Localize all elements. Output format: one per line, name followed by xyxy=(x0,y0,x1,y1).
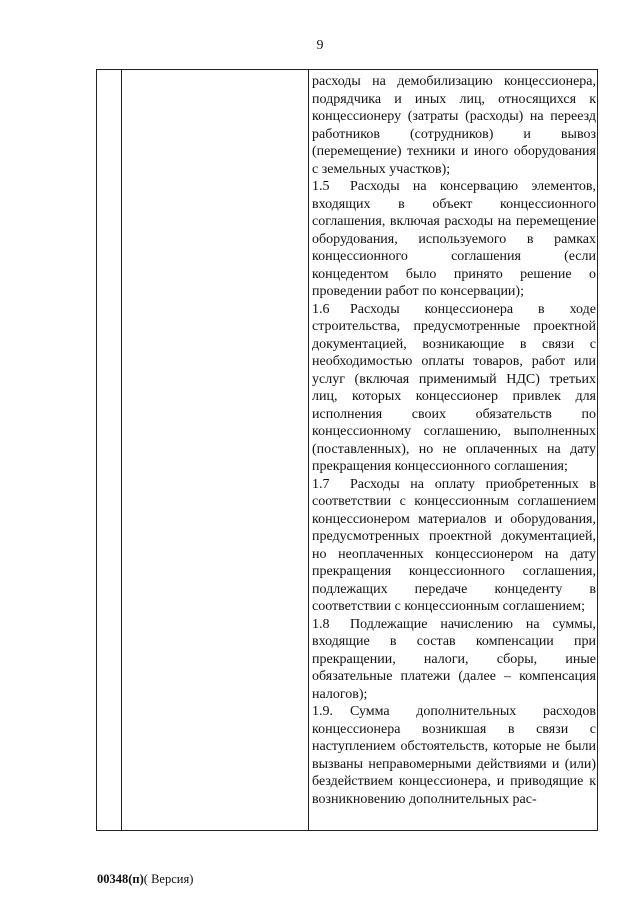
table-column-divider xyxy=(121,70,122,830)
document-version: ( Версия) xyxy=(143,872,194,886)
paragraph-number: 1.5 xyxy=(312,179,330,194)
paragraph-number: 1.9. xyxy=(312,704,333,719)
table-text-cell xyxy=(312,73,596,829)
document-footer xyxy=(97,872,193,887)
paragraph-item xyxy=(312,616,596,704)
paragraph-item xyxy=(312,476,596,616)
document-table xyxy=(96,69,598,831)
paragraph-text: Подлежащие начислению на суммы, входящие в состав компенсации при прекращении, налоги, сборы, иные обязательные платежи (далее – компенсация налогов); xyxy=(312,616,596,702)
table-column-divider xyxy=(308,70,309,830)
paragraph-text: Расходы на оплату приобретенных в соответствии с концессионным соглашением концессионером материалов и оборудования, предусмотренных проектной документацией, но неоплаченных концессионером на дату прекращения концессионного соглашения, подлежащих передаче концеденту в соответствии с концессионным соглашением; xyxy=(312,476,596,614)
paragraph-item xyxy=(312,301,596,476)
paragraph-text: Расходы на консервацию элементов, входящих в объект концессионного соглашения, включая расходы на перемещение оборудования, используемого в рамках концессионного соглашения (если концедентом было принято решение о проведении работ по консервации); xyxy=(312,179,596,299)
paragraph-item xyxy=(312,703,596,808)
page-number: 9 xyxy=(316,38,324,53)
paragraph-number: 1.7 xyxy=(312,476,330,492)
document-code: 00348(п) xyxy=(97,872,144,886)
paragraph-text: Сумма дополнительных расходов концессионера возникшая в связи с наступлением обстоятельств, которые не были вызваны неправомерными действиями и (или) бездействием концессионера, и приводящие к возникновению дополнительных рас- xyxy=(312,704,596,807)
paragraph-continuation xyxy=(312,73,596,178)
paragraph-text: расходы на демобилизацию концессионера, подрядчика и иных лиц, относящихся к концессионеру (затраты (расходы) на переезд работников (сотрудников) и вывоз (перемещение) техники и иного оборудования с земельных участков); xyxy=(312,74,596,177)
paragraph-text: Расходы концессионера в ходе строительства, предусмотренные проектной документацией, возникающие в связи с необходимостью оплаты товаров, работ или услуг (включая применимый НДС) третьих лиц, которых концессионер привлек для исполнения своих обязательств по концессионному соглашению, выполненных (поставленных), но не оплаченных на дату прекращения концессионного соглашения; xyxy=(312,301,596,474)
paragraph-item xyxy=(312,178,596,301)
paragraph-number: 1.6 xyxy=(312,301,330,317)
paragraph-number: 1.8 xyxy=(312,616,330,632)
